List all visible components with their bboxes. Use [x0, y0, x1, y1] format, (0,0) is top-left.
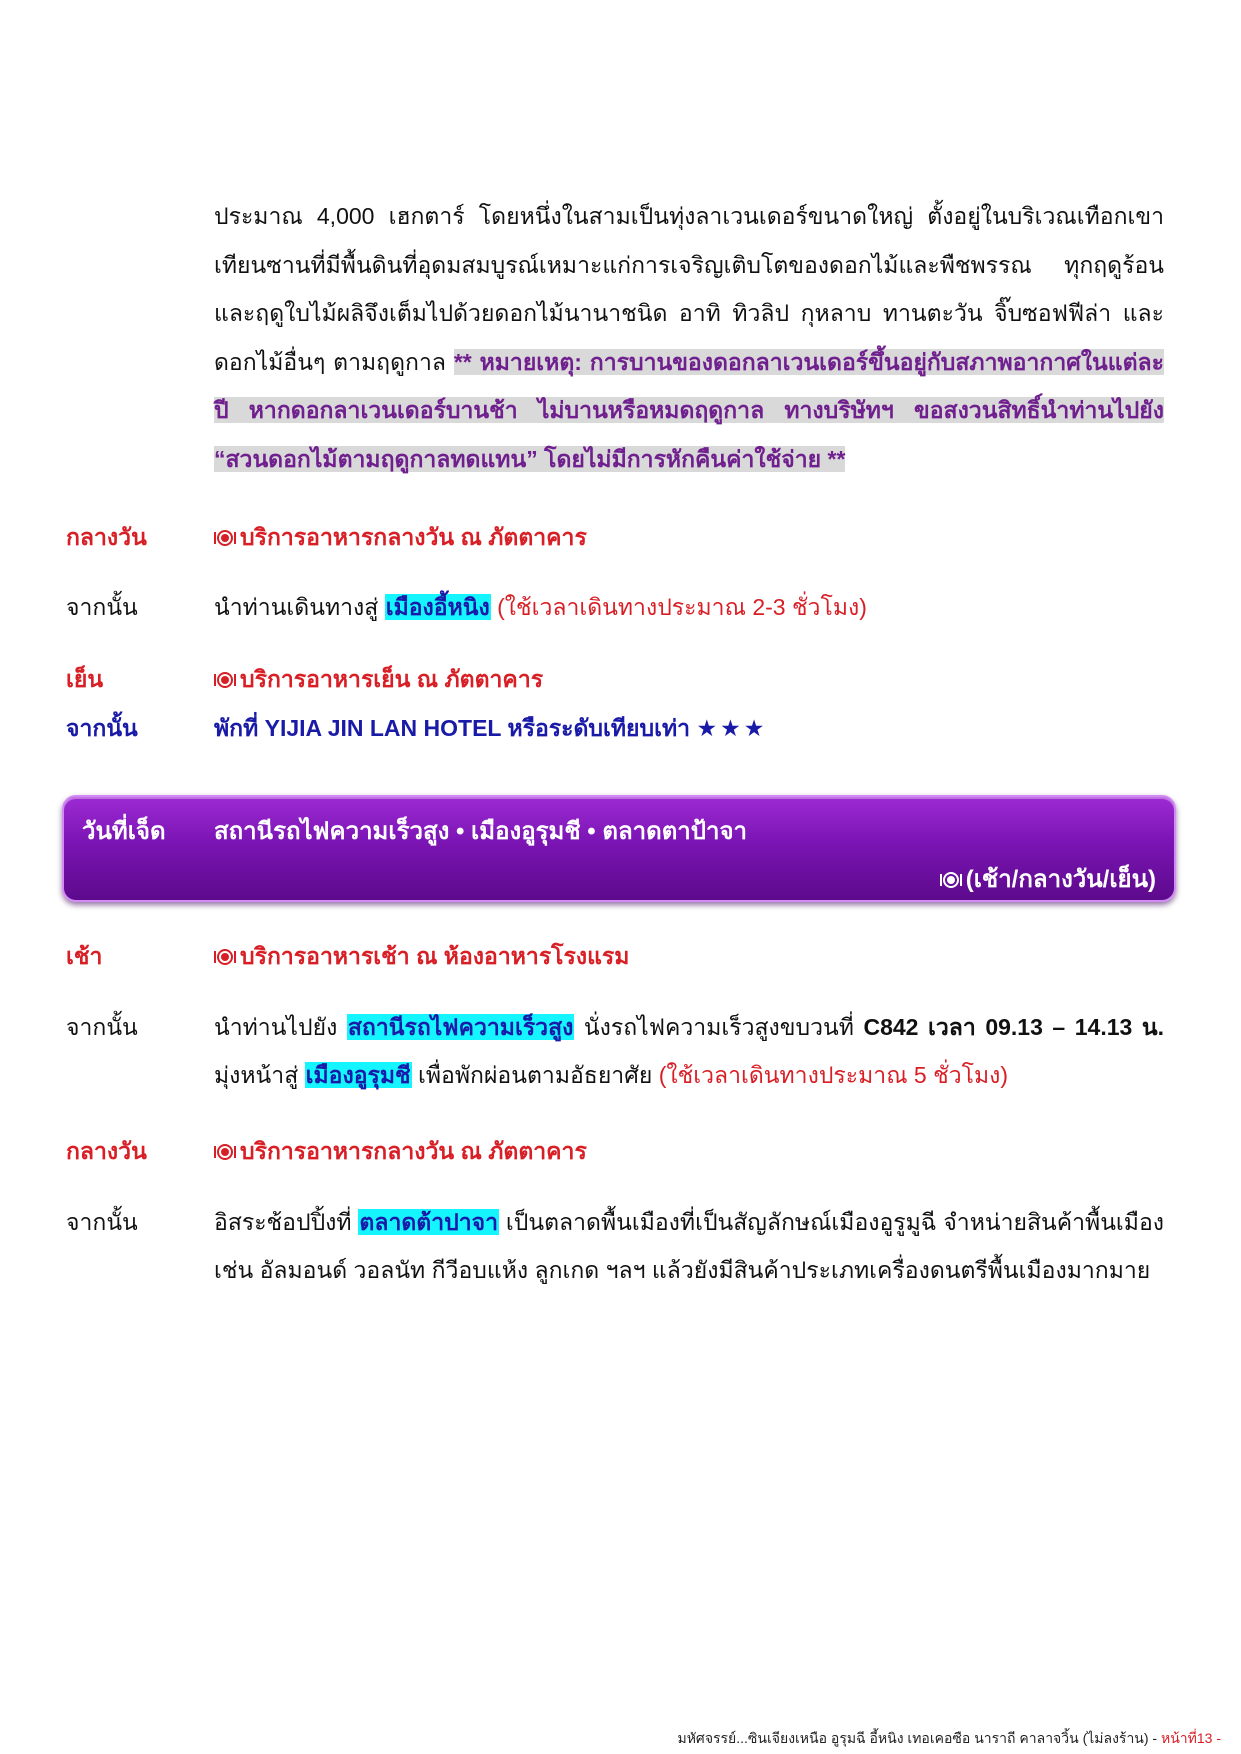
intro-text: ประมาณ 4,000 เฮกตาร์ โดยหนึ่งในสามเป็นทุ่งลาเวนเดอร์ขนาดใหญ่ ตั้งอยู่ในบริเวณเทือกเขาเทียนซานที่มีพื้นดินที่อุดมสมบูรณ์เหมาะแก่การเจริญเติบโตของดอกไม้และพืชพรรณ ทุกฤดูร้อนและฤดูใบไม้ผลิจึงเต็มไปด้วยดอกไม้นานาชนิด อาทิ ทิวลิป กุหลาบ ทานตะวัน จิ๊บซอฟฟีล่า และดอกไม้อื่นๆ ตามฤดูกาล [214, 203, 1164, 375]
lunch-text: บริการอาหารกลางวัน ณ ภัตตาคาร [240, 1138, 587, 1164]
row-label: กลางวัน [66, 1138, 147, 1164]
row-label: เย็น [66, 666, 104, 692]
page-footer [677, 1728, 1221, 1750]
market-text: อิสระช้อปปิ้งที่ [214, 1209, 359, 1235]
day-seven-banner [62, 795, 1176, 902]
station-highlight: สถานีรถไฟความเร็วสูง [347, 1014, 574, 1040]
row-label: จากนั้น [66, 594, 138, 620]
lunch-text: บริการอาหารกลางวัน ณ ภัตตาคาร [240, 524, 587, 550]
day-meals: (เช้า/กลางวัน/เย็น) [965, 866, 1156, 893]
row-label: จากนั้น [66, 715, 138, 741]
page-number: หน้าที่13 - [1160, 1730, 1221, 1746]
meal-plate-icon [214, 672, 236, 688]
market-text: เป็นตลาดพื้นเมืองที่เป็นสัญลักษณ์เมืองอูรูมูฉี จำหน่ายสินค้าพื้นเมือง เช่น อัลมอนด์ วอลนัท กีวีอบแห้ง ลูกเกด ฯลฯ แล้วยังมีสินค้าประเภทเครื่องดนตรีพื้นเมืองมากมาย [214, 1209, 1164, 1283]
row-label: จากนั้น [66, 1209, 138, 1235]
intro-paragraph [214, 192, 1164, 483]
train-text: นำท่านไปยัง [214, 1014, 347, 1040]
footer-title: มหัศจรรย์...ซินเจียงเหนือ อูรุมฉี อี้หนิง เทอเคอซือ นาราถี คาลาจวิ้น (ไม่ลงร้าน) - [677, 1730, 1161, 1746]
travel-duration: (ใช้เวลาเดินทางประมาณ 5 ชั่วโมง) [658, 1062, 1009, 1088]
row-label: จากนั้น [66, 1014, 138, 1040]
train-text: นั่งรถไฟความเร็วสูงขบวนที่ [574, 1014, 864, 1040]
meal-plate-icon [940, 872, 962, 888]
hotel-stars: ★★★ [696, 715, 768, 741]
row-label: เช้า [66, 943, 103, 969]
train-text: เพื่อพักผ่อนตามอัธยาศัย [411, 1062, 659, 1088]
breakfast-text: บริการอาหารเช้า ณ ห้องอาหารโรงแรม [240, 943, 630, 969]
dinner-text: บริการอาหารเย็น ณ ภัตตาคาร [240, 666, 544, 692]
travel-duration: (ใช้เวลาเดินทางประมาณ 2-3 ชั่วโมง) [490, 594, 867, 620]
train-schedule: C842 เวลา 09.13 – 14.13 น. [863, 1014, 1164, 1040]
meal-plate-icon [214, 1144, 236, 1160]
market-highlight: ตลาดต้าปาจา [359, 1209, 499, 1235]
city-highlight: เมืองอูรุมชี [305, 1062, 411, 1088]
day-route: สถานีรถไฟความเร็วสูง • เมืองอูรุมชี • ตลาดตาป้าจา [214, 818, 748, 845]
row-label: กลางวัน [66, 524, 147, 550]
travel-text: นำท่านเดินทางสู่ [214, 594, 385, 620]
destination-highlight: เมืองอี้หนิง [385, 594, 490, 620]
lavender-note: ** หมายเหตุ: การบานของดอกลาเวนเดอร์ขึ้นอยู่กับสภาพอากาศในแต่ละปี หากดอกลาเวนเดอร์บานช้า ไม่บานหรือหมดฤดูกาล ทางบริษัทฯ ขอสงวนสิทธิ์นำท่านไปยัง “สวนดอกไม้ตามฤดูกาลทดแทน” โดยไม่มีการหักคืนค่าใช้จ่าย ** [214, 348, 1164, 472]
train-text: มุ่งหน้าสู่ [214, 1062, 305, 1088]
day-title: วันที่เจ็ด [82, 818, 166, 845]
meal-plate-icon [214, 530, 236, 546]
meal-plate-icon [214, 949, 236, 965]
hotel-text: พักที่ YIJIA JIN LAN HOTEL หรือระดับเทียบเท่า [214, 715, 691, 741]
